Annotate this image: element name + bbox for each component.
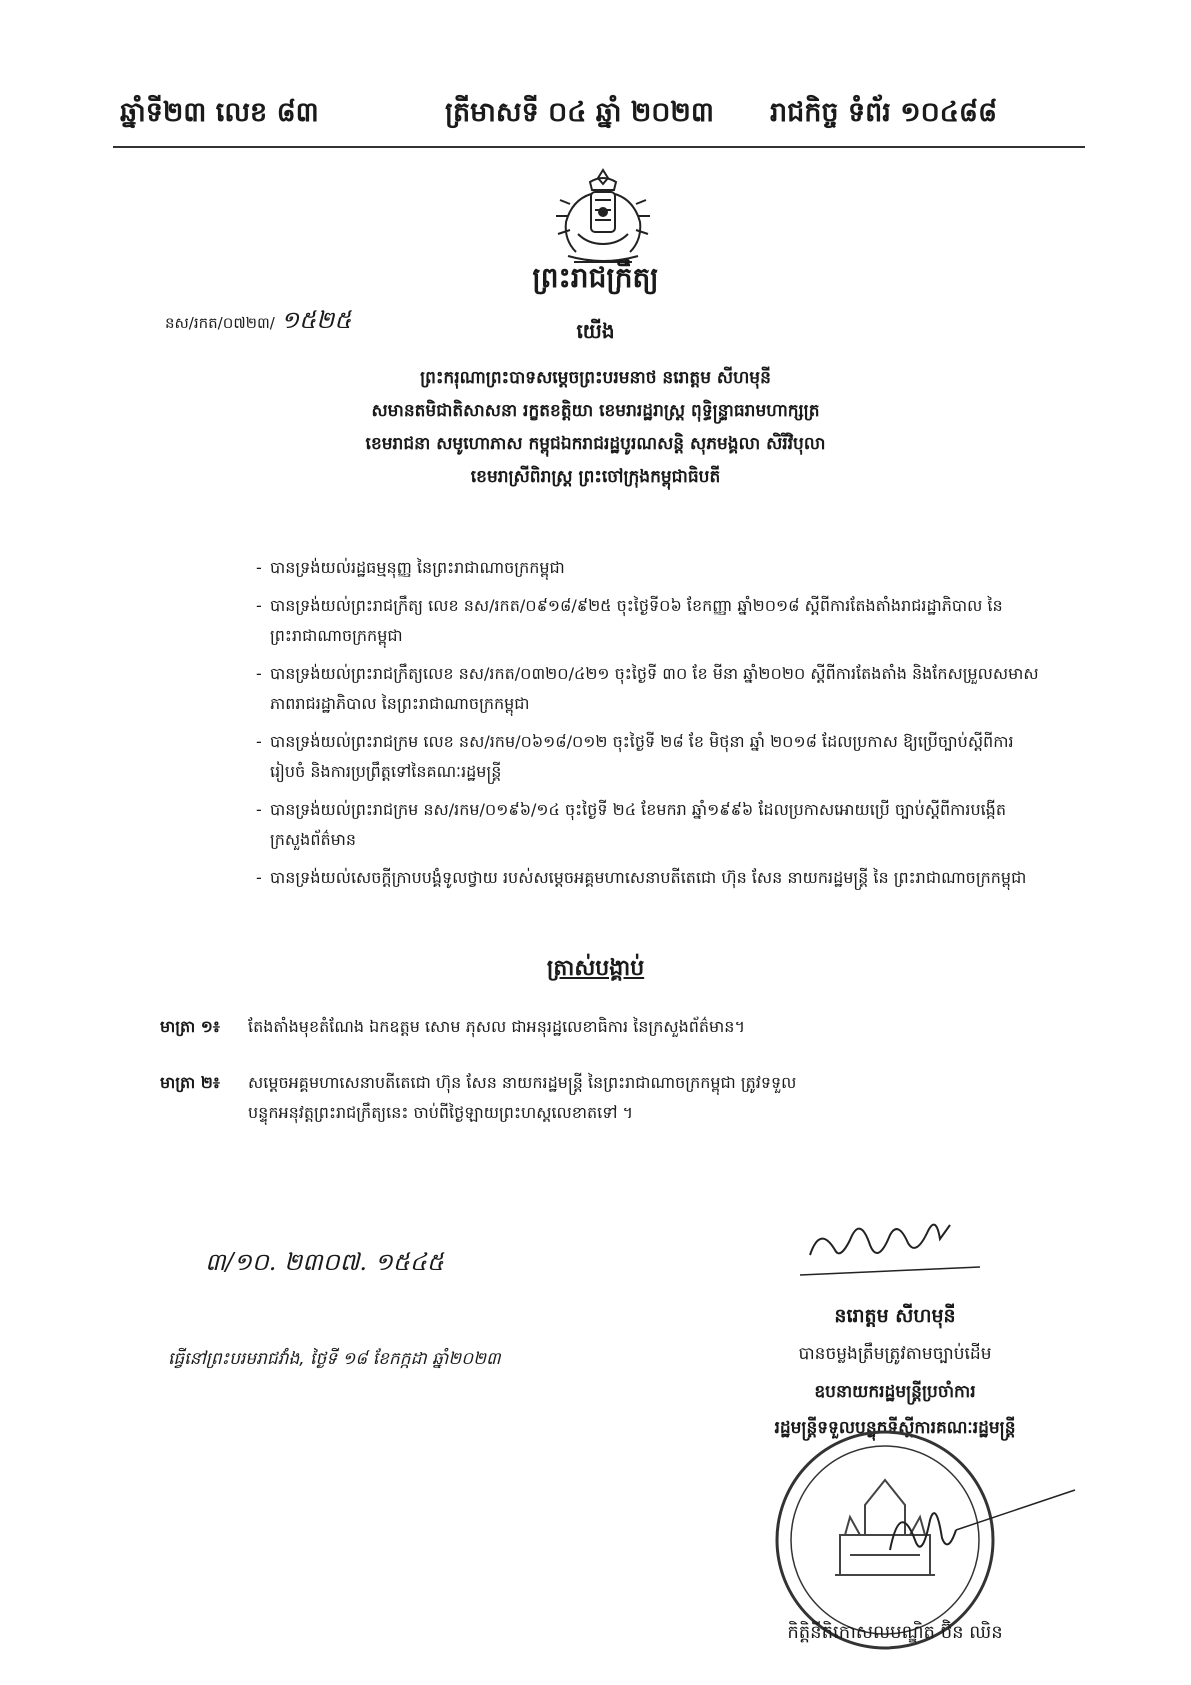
article-text: សម្តេចអគ្គមហាសេនាបតីតេជោ ហ៊ុន សែន នាយករដ្ឋមន្ត្រី នៃព្រះរាជាណាចក្រកម្ពុជា ត្រូវទទួល bbox=[248, 1073, 797, 1092]
article-1 bbox=[160, 1012, 1040, 1042]
header-divider bbox=[113, 146, 1085, 148]
decree-heading: ត្រាស់បង្គាប់ bbox=[546, 956, 645, 981]
royal-coat-of-arms-icon bbox=[548, 164, 658, 270]
royal-signature-icon bbox=[790, 1195, 990, 1285]
article-2 bbox=[160, 1068, 1040, 1128]
article-text: តែងតាំងមុខតំណែង ឯកឧត្តម សោម ភុសល ជាអនុរដ្ឋលេខាធិការ នៃក្រសួងព័ត៌មាន។ bbox=[248, 1017, 745, 1036]
preamble-item: - បានទ្រង់យល់ព្រះរាជក្រម នស/រកម/០១៩៦/១៤ ចុះថ្ងៃទី ២៤ ខែមករា ឆ្នាំ១៩៩៦ ដែលប្រកាសអោយប្រើ ច្បាប់ស្តីពីការបង្កើតក្រសួងព័ត៌មាន bbox=[256, 795, 1046, 855]
minister-position-1: ឧបនាយករដ្ឋមន្ត្រីប្រចាំការ bbox=[814, 1382, 976, 1402]
royal-title-line: ព្រះករុណាព្រះបាទសម្តេចព្រះបរមនាថ នរោត្តម សីហមុនី bbox=[420, 368, 771, 388]
preamble-item: - បានទ្រង់យល់ព្រះរាជក្រឹត្យ លេខ នស/រកត/០៩១៨/៩២៥ ចុះថ្ងៃទី០៦ ខែកញ្ញា ឆ្នាំ២០១៨ ស្តីពីការតែងតាំងរាជរដ្ឋាភិបាល នៃព្រះរាជាណាចក្រកម្ពុជា bbox=[256, 591, 1046, 651]
preamble-list bbox=[256, 553, 1046, 901]
article-label: មាត្រា ២៖ bbox=[160, 1073, 220, 1092]
certified-copy: បានចម្លងត្រឹមត្រូវតាមច្បាប់ដើម bbox=[798, 1344, 992, 1364]
reference-printed: នស/រកត/០៧២៣/ bbox=[165, 314, 275, 332]
gazette-page: រាជកិច្ច ទំព័រ ១០៤៨៨ bbox=[770, 97, 998, 128]
royal-title-line: ខេមរាជនា សមូហោភាស កម្ពុជឯករាជរដ្ឋបូរណសន្តិ សុភមង្គលា សិរីវិបុលា bbox=[365, 434, 826, 454]
reference-handwritten: ១៥២៥ bbox=[280, 306, 352, 334]
preamble-item: - បានទ្រង់យល់ព្រះរាជក្រម លេខ នស/រកម/០៦១៨/០១២ ចុះថ្ងៃទី ២៨ ខែ មិថុនា ឆ្នាំ ២០១៨ ដែលប្រកាស ឱ្យប្រើច្បាប់ស្តីពីការរៀបចំ និងការប្រព្រឹត្តទៅនៃគណៈរដ្ឋមន្ត្រី bbox=[256, 727, 1046, 787]
minister-name: កិត្តិនីតិកោសលបណ្ឌិត ប៊ិន ឈិន bbox=[787, 1622, 1003, 1643]
place-and-date: ធ្វើនៅព្រះបរមរាជវាំង, ថ្ងៃទី ១៨ ខែកក្កដា ឆ្នាំ២០២៣ bbox=[168, 1349, 501, 1369]
preamble-item: - បានទ្រង់យល់សេចក្តីក្រាបបង្គំទូលថ្វាយ របស់សម្តេចអគ្គមហាសេនាបតីតេជោ ហ៊ុន សែន នាយករដ្ឋមន្ត្រី នៃ ព្រះរាជាណាចក្រកម្ពុជា bbox=[256, 863, 1046, 893]
royal-title-line: ខេមរាស្រីពិរាស្ត្រ ព្រះចៅក្រុងកម្ពុជាធិបតី bbox=[470, 467, 721, 487]
royal-title-line: សមានតមិជាតិសាសនា រក្ខតខត្តិយា ខេមរារដ្ឋរាស្ត្រ ពុទ្ធិន្ទ្រាធរាមហាក្សត្រ bbox=[371, 401, 820, 421]
article-label: មាត្រា ១៖ bbox=[160, 1017, 220, 1036]
king-name: នរោត្តម សីហមុនី bbox=[834, 1305, 956, 1327]
article-text-continued: បន្ទុកអនុវត្តព្រះរាជក្រឹត្យនេះ ចាប់ពីថ្ងៃឡាយព្រះហស្តលេខាតទៅ ។ bbox=[248, 1103, 634, 1122]
royal-titles bbox=[0, 362, 1191, 494]
handwritten-lunar-date: ៣/១០. ២៣០៧. ១៥៤៥ bbox=[205, 1248, 444, 1276]
minister-position-2: រដ្ឋមន្ត្រីទទួលបន្ទុកទីស្តីការគណៈរដ្ឋមន្ត្រី bbox=[774, 1418, 1016, 1438]
preamble-item: - បានទ្រង់យល់ព្រះរាជក្រឹត្យលេខ នស/រកត/០៣២០/៤២១ ចុះថ្ងៃទី ៣០ ខែ មីនា ឆ្នាំ២០២០ ស្តីពីការតែងតាំង និងកែសម្រួលសមាសភាពរាជរដ្ឋាភិបាល នៃព្រះរាជាណាចក្រកម្ពុជា bbox=[256, 659, 1046, 719]
we-heading: យើង bbox=[576, 319, 615, 343]
document-title: ព្រះរាជក្រឹត្យ bbox=[532, 261, 659, 294]
preamble-item: - បានទ្រង់យល់រដ្ឋធម្មនុញ្ញ នៃព្រះរាជាណាចក្រកម្ពុជា bbox=[256, 553, 1046, 583]
minister-signature-icon bbox=[860, 1480, 1080, 1590]
gazette-year-issue: ឆ្នាំទី២៣ លេខ ៨៣ bbox=[120, 97, 319, 128]
gazette-quarter: ត្រីមាសទី ០៤ ឆ្នាំ ២០២៣ bbox=[445, 97, 714, 128]
